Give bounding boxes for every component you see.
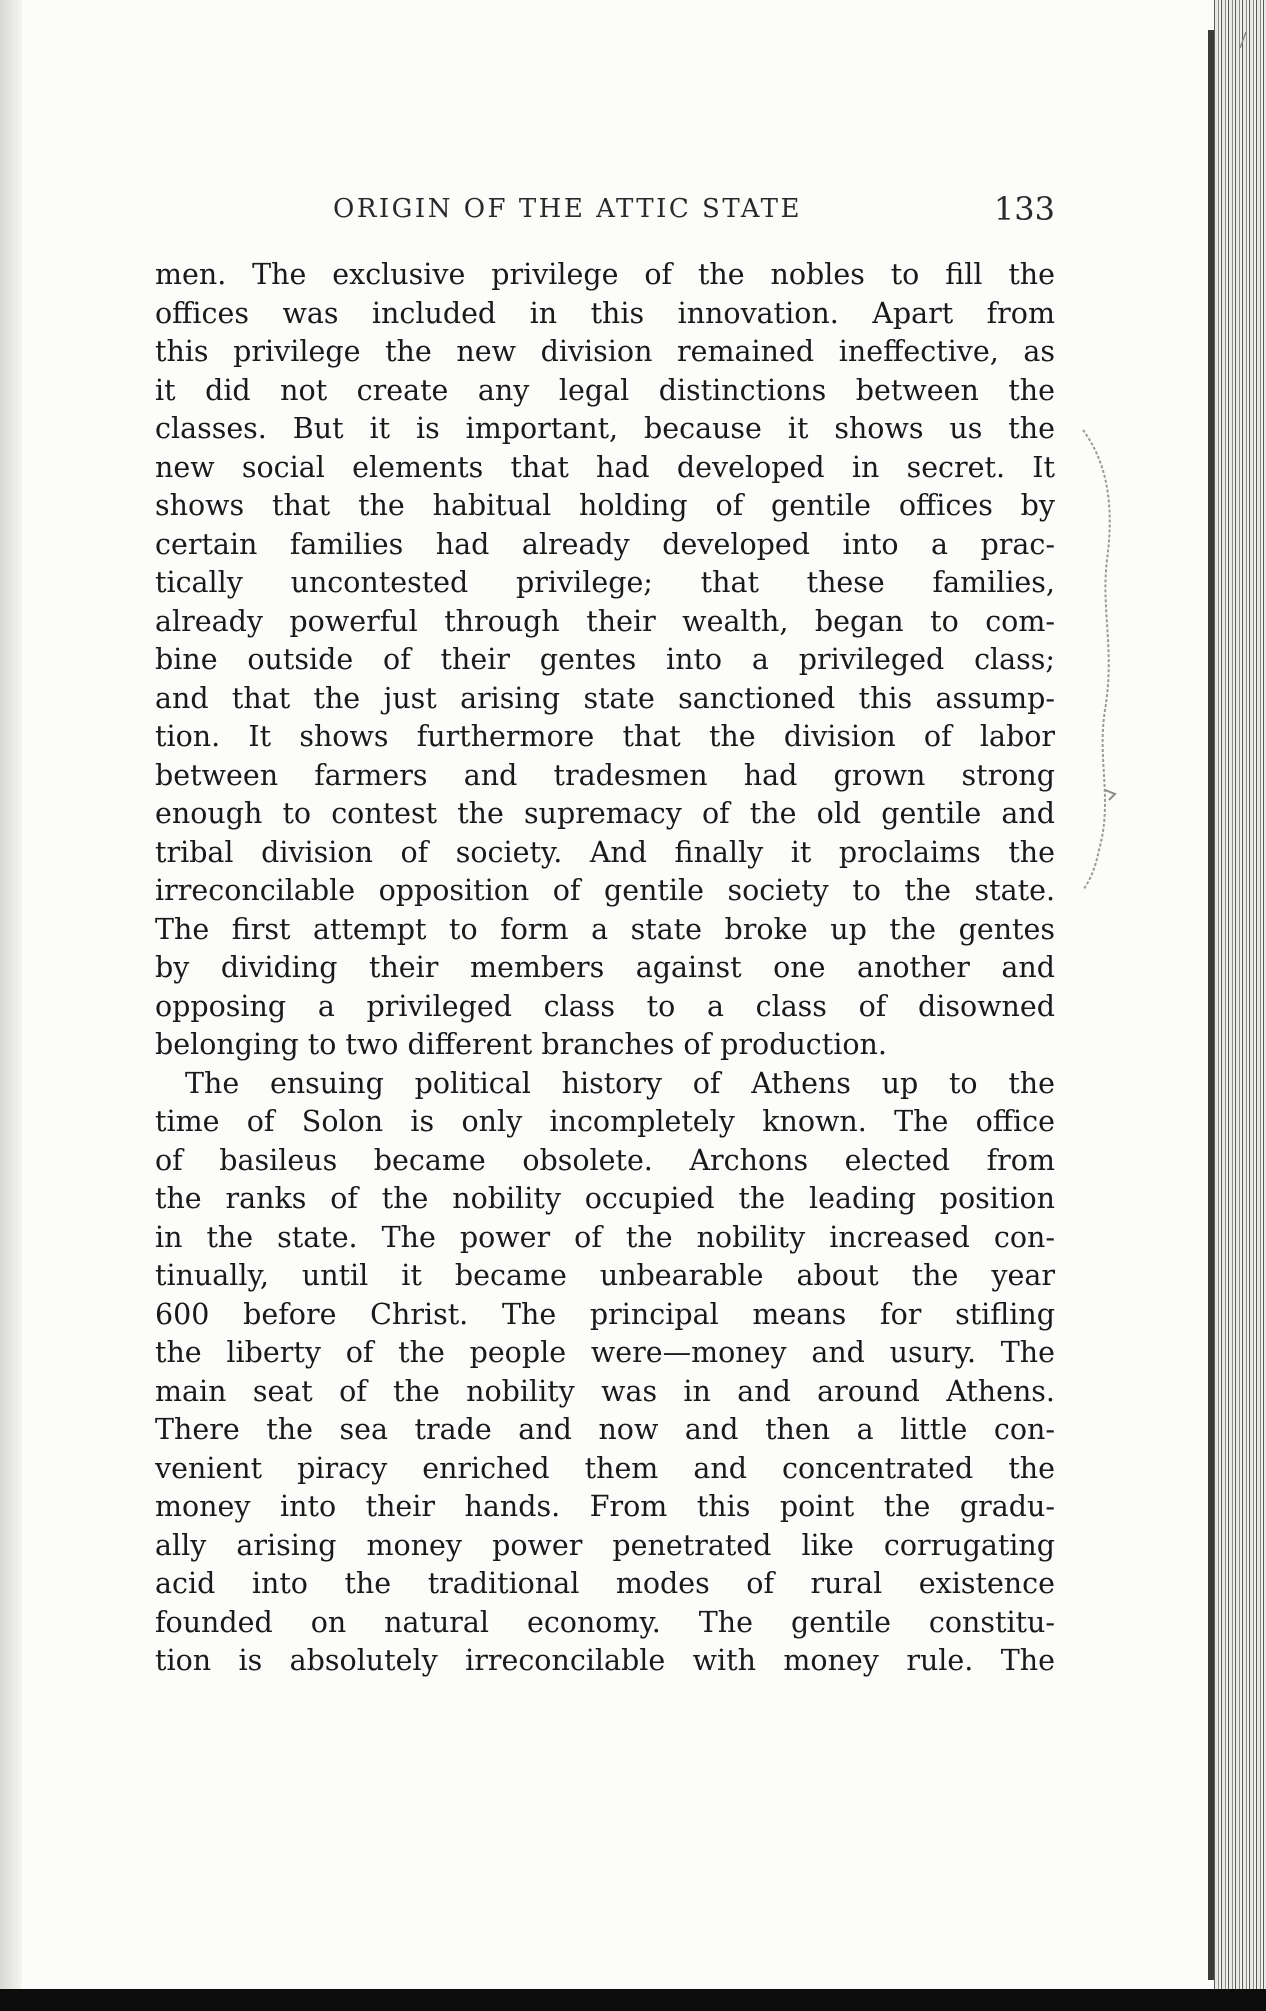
pencil-bracket-mark <box>1075 420 1135 900</box>
text-line: main seat of the nobility was in and around Athens. <box>155 1374 1055 1408</box>
text-line: in the state. The power of the nobility increased con- <box>155 1220 1055 1254</box>
text-line: and that the just arising state sanctioned this assump- <box>155 681 1055 715</box>
text-line: 600 before Christ. The principal means for stifling <box>155 1297 1055 1331</box>
binding-gutter <box>0 0 22 2011</box>
text-line: ally arising money power penetrated like corrugating <box>155 1528 1055 1562</box>
corner-tick-mark <box>1238 30 1248 50</box>
text-line: The ensuing political history of Athens up to the <box>185 1066 1055 1100</box>
text-line: new social elements that had developed in secret. It <box>155 450 1055 484</box>
bottom-edge <box>0 1989 1266 2011</box>
text-line: tribal division of society. And finally it proclaims the <box>155 835 1055 869</box>
text-line: the liberty of the people were—money and usury. The <box>155 1336 1055 1369</box>
page-stack-edge <box>1214 0 1266 1990</box>
paragraph-1 <box>155 256 1055 1065</box>
text-line: tically uncontested privilege; that these families, <box>155 566 1055 599</box>
body-text <box>155 256 1055 1681</box>
text-line: between farmers and tradesmen had grown strong <box>155 758 1055 792</box>
text-line: acid into the traditional modes of rural existence <box>155 1567 1055 1600</box>
text-line: the ranks of the nobility occupied the leading position <box>155 1182 1055 1215</box>
text-line: irreconcilable opposition of gentile society to the state. <box>155 874 1055 907</box>
running-title: ORIGIN OF THE ATTIC STATE <box>333 194 802 224</box>
text-line: shows that the habitual holding of gentile offices by <box>155 489 1055 522</box>
text-line: founded on natural economy. The gentile constitu- <box>155 1605 1055 1639</box>
text-line: The first attempt to form a state broke up the gentes <box>155 912 1055 946</box>
page-number: 133 <box>993 190 1055 228</box>
text-line: offices was included in this innovation. Apart from <box>155 296 1055 330</box>
page-header <box>155 190 1055 236</box>
text-line: time of Solon is only incompletely known. The office <box>155 1105 1055 1138</box>
text-line: certain families had already developed into a prac- <box>155 527 1055 561</box>
text-line: by dividing their members against one another and <box>155 951 1055 984</box>
text-line: There the sea trade and now and then a little con- <box>155 1413 1055 1446</box>
paragraph-2 <box>155 1065 1055 1681</box>
text-line: tion. It shows furthermore that the division of labor <box>155 720 1055 753</box>
text-line: this privilege the new division remained ineffective, as <box>155 335 1055 368</box>
text-line: bine outside of their gentes into a privileged class; <box>155 643 1055 676</box>
text-line: opposing a privileged class to a class of disowned <box>155 989 1055 1023</box>
text-line: it did not create any legal distinctions between the <box>155 373 1055 407</box>
text-line: enough to contest the supremacy of the old gentile and <box>155 797 1055 830</box>
text-line: of basileus became obsolete. Archons elected from <box>155 1143 1055 1177</box>
text-line: already powerful through their wealth, began to com- <box>155 604 1055 638</box>
text-line: belonging to two different branches of production. <box>155 1028 887 1061</box>
text-line: classes. But it is important, because it shows us the <box>155 412 1055 445</box>
text-line: money into their hands. From this point the gradu- <box>155 1490 1055 1523</box>
text-line: tinually, until it became unbearable about the year <box>155 1259 1055 1292</box>
text-line: venient piracy enriched them and concentrated the <box>155 1451 1055 1485</box>
text-line: tion is absolutely irreconcilable with money rule. The <box>155 1644 1055 1677</box>
page-edge-shadow <box>1208 30 1214 1980</box>
text-line: men. The exclusive privilege of the nobles to fill the <box>155 258 1055 291</box>
